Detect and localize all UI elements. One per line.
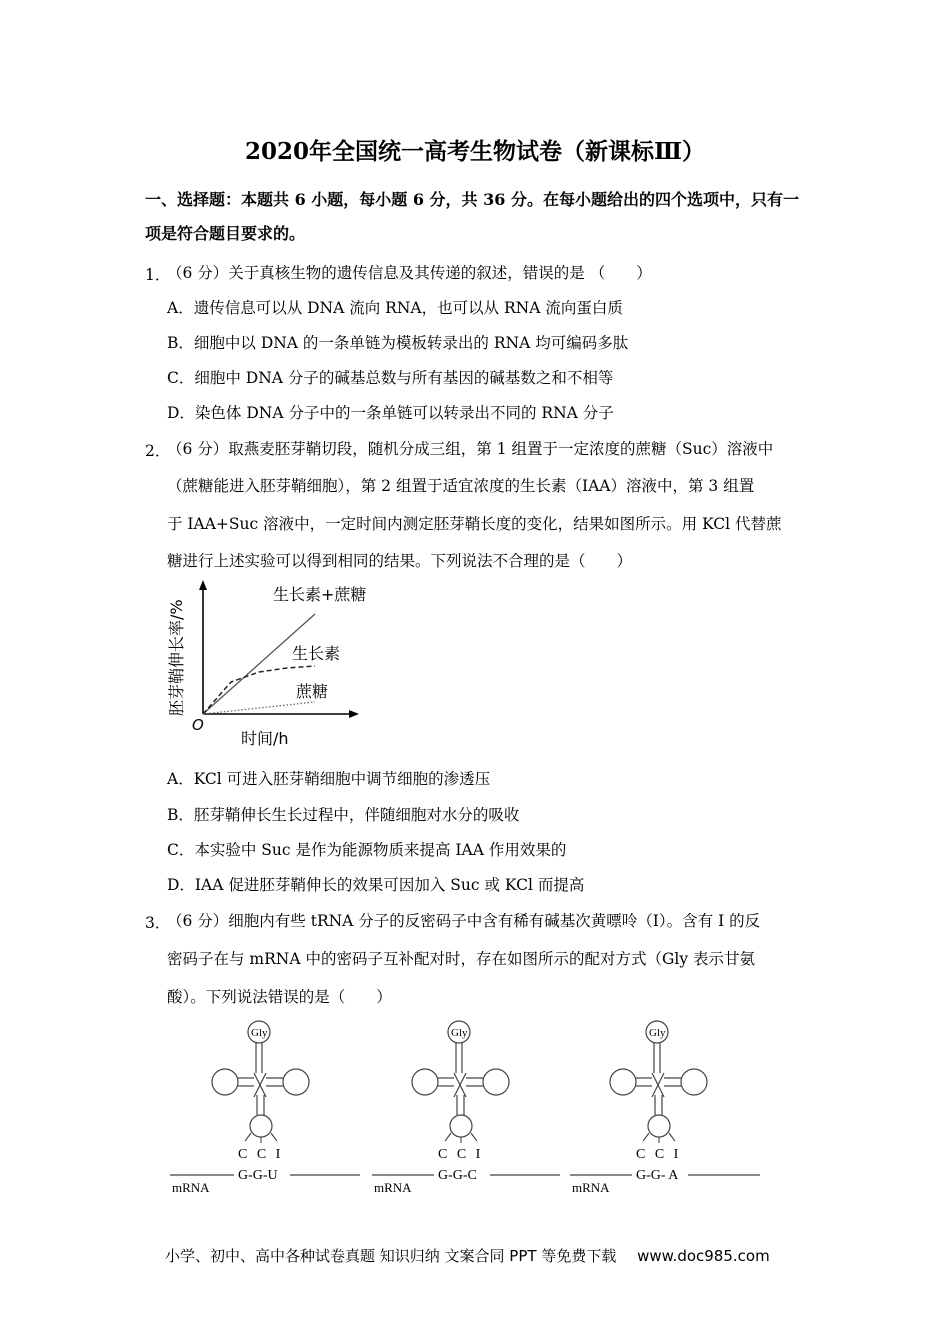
question-1-stem: （6 分）关于真核生物的遗传信息及其传递的叙述，错误的是 （ ） [167, 264, 652, 282]
footer-text: 小学、初中、高中各种试卷真题 知识归纳 文案合同 PPT 等免费下载 [165, 1247, 617, 1265]
question-1-option-d[interactable]: D．染色体 DNA 分子中的一条单链可以转录出不同的 RNA 分子 [167, 404, 614, 422]
question-1-number: 1． [145, 266, 171, 284]
question-1-option-c[interactable]: C．细胞中 DNA 分子的碱基总数与所有基因的碱基数之和不相等 [167, 369, 614, 387]
series-label-0: 生长素+蔗糖 [273, 585, 367, 604]
t-loop [283, 1069, 309, 1095]
question-3-stem-line-3: 酸）。下列说法错误的是（ ） [167, 988, 392, 1006]
question-2-stem-line-1: （6 分）取燕麦胚芽鞘切段，随机分成三组，第 1 组置于一定浓度的蔗糖（Suc）溶液中 [167, 440, 774, 458]
codon-label: G-G-U [238, 1168, 278, 1183]
section-heading-line-2: 项是符合题目要求的。 [145, 224, 306, 243]
anticodon-label: C C I [438, 1147, 484, 1162]
question-2-option-c[interactable]: C．本实验中 Suc 是作为能源物质来提高 IAA 作用效果的 [167, 841, 567, 859]
question-1-option-a[interactable]: A．遗传信息可以从 DNA 流向 RNA，也可以从 RNA 流向蛋白质 [167, 299, 623, 317]
series-label-2: 蔗糖 [296, 682, 329, 701]
trna-molecule-1 [170, 1021, 360, 1195]
section-heading [145, 183, 810, 251]
question-2-stem-line-3: 于 IAA+Suc 溶液中，一定时间内测定胚芽鞘长度的变化，结果如图所示。用 KCl 代替蔗 [167, 515, 782, 533]
anticodon-label: C C I [238, 1147, 284, 1162]
trna-figure [160, 1015, 770, 1200]
base-tick [669, 1133, 675, 1141]
mrna-label: mRNA [172, 1180, 210, 1195]
growth-chart [165, 578, 385, 753]
base-tick [271, 1133, 277, 1141]
question-2-number: 2． [145, 442, 171, 460]
d-loop [412, 1069, 438, 1095]
question-3-stem-line-2: 密码子在与 mRNA 中的密码子互补配对时，存在如图所示的配对方式（Gly 表示甘氨 [167, 950, 756, 968]
question-2-option-a[interactable]: A．KCl 可进入胚芽鞘细胞中调节细胞的渗透压 [167, 770, 491, 788]
t-loop [681, 1069, 707, 1095]
footer [165, 1245, 772, 1266]
series-line-2 [203, 702, 315, 714]
amino-acid-label: Gly [251, 1027, 268, 1039]
y-axis-label: 胚芽鞘伸长率/% [167, 599, 186, 716]
y-axis-arrow [199, 580, 207, 590]
anticodon-loop [250, 1115, 272, 1137]
anticodon-loop [450, 1115, 472, 1137]
page-title: 2020年全国统一高考生物试卷（新课标Ⅲ） [244, 138, 706, 165]
question-2-stem-line-4: 糖进行上述实验可以得到相同的结果。下列说法不合理的是（ ） [167, 552, 633, 570]
d-loop [610, 1069, 636, 1095]
anticodon-loop [648, 1115, 670, 1137]
question-2-option-d[interactable]: D．IAA 促进胚芽鞘伸长的效果可因加入 Suc 或 KCl 而提高 [167, 876, 585, 894]
question-3-stem-line-1: （6 分）细胞内有些 tRNA 分子的反密码子中含有稀有碱基次黄嘌呤（I）。含有 I 的反 [167, 912, 761, 930]
footer-site-link[interactable]: www.doc985.com [637, 1247, 770, 1265]
base-tick [471, 1133, 477, 1141]
mrna-label: mRNA [374, 1180, 412, 1195]
question-2-stem-line-2: （蔗糖能进入胚芽鞘细胞），第 2 组置于适宜浓度的生长素（IAA）溶液中，第 3 组置 [167, 477, 755, 495]
trna-molecule-2 [372, 1021, 560, 1195]
anticodon-label: C C I [636, 1147, 682, 1162]
base-tick [245, 1133, 251, 1141]
section-heading-line-1: 一、选择题：本题共 6 小题，每小题 6 分，共 36 分。在每小题给出的四个选项中，只有一 [145, 190, 799, 209]
d-loop [212, 1069, 238, 1095]
base-tick [445, 1133, 451, 1141]
base-tick [643, 1133, 649, 1141]
amino-acid-label: Gly [649, 1027, 666, 1039]
x-axis-arrow [349, 710, 359, 718]
t-loop [483, 1069, 509, 1095]
trna-molecule-3 [570, 1021, 760, 1195]
series-label-1: 生长素 [292, 644, 341, 663]
origin-label: O [192, 716, 204, 734]
codon-label: G-G- A [636, 1168, 679, 1183]
mrna-label: mRNA [572, 1180, 610, 1195]
codon-label: G-G-C [438, 1168, 477, 1183]
question-2-option-b[interactable]: B．胚芽鞘伸长生长过程中，伴随细胞对水分的吸收 [167, 806, 520, 824]
question-1-option-b[interactable]: B．细胞中以 DNA 的一条单链为模板转录出的 RNA 均可编码多肽 [167, 334, 629, 352]
question-3-number: 3． [145, 914, 171, 932]
amino-acid-label: Gly [451, 1027, 468, 1039]
x-axis-label: 时间/h [241, 729, 289, 748]
